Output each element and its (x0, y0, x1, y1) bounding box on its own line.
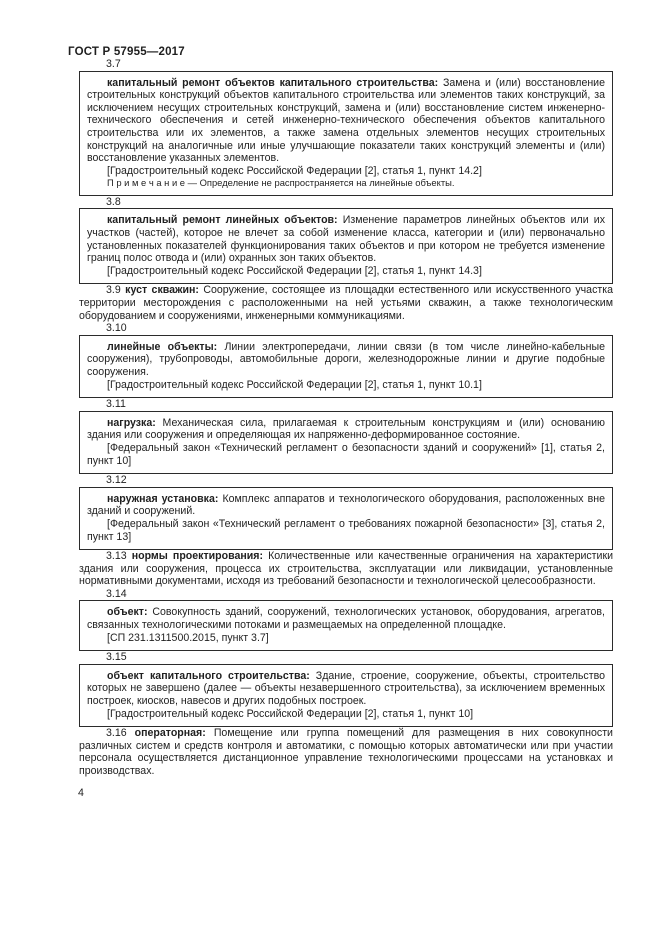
term-label: капитальный ремонт линейных объектов: (107, 214, 338, 227)
term-label: объект: (107, 606, 148, 619)
definition-paragraph (87, 493, 605, 518)
definition-box (79, 71, 613, 196)
definition-text: Сооружение, состоящее из площадки естественного или искусственного участка территории месторождения с расположенными на ней устьями скважин, а также технологическим оборудованием и сооружениями, инженерными коммуникациями. (79, 284, 613, 322)
definition-paragraph (87, 77, 605, 165)
source-citation: [Градостроительный кодекс Российской Федерации [2], статья 1, пункт 14.2] (107, 164, 482, 177)
source-citation: [СП 231.1311500.2015, пункт 3.7] (107, 631, 269, 644)
definition-paragraph (79, 550, 613, 588)
section-number: 3.12 (106, 474, 127, 487)
definition-paragraph (87, 606, 605, 631)
definition-paragraph (87, 341, 605, 379)
term-label: нормы проектирования: (131, 550, 263, 563)
definition-text: Совокупность зданий, сооружений, технологических установок, оборудования, агрегатов, связанных технологическими потоками и размещаемых на определенной площадке. (87, 606, 605, 632)
definition-box (79, 335, 613, 398)
definition-text: Механическая сила, прилагаемая к строительным конструкциям и (или) основанию здания или сооружения и определяющая их напряженно-деформированное состояние. (87, 416, 605, 442)
definition-box (79, 487, 613, 550)
term-label: нагрузка: (107, 416, 156, 429)
term-label: наружная установка: (107, 492, 219, 505)
term-label: капитальный ремонт объектов капитального строительства: (107, 76, 439, 89)
source-citation: [Федеральный закон «Технический регламент о безопасности зданий и сооружений» [1], статья 2, пункт 10] (87, 441, 605, 467)
page-header: ГОСТ Р 57955—2017 (68, 46, 185, 58)
definition-paragraph (87, 670, 605, 708)
section-number: 3.13 (106, 550, 127, 563)
term-label: куст скважин: (125, 284, 199, 297)
definition-text: Изменение параметров линейных объектов или их участков (частей), которое не влечет за собой изменение класса, категории и (или) первоначально установленных показателей функционирования таких объектов и при котором не требуется изменение границ полос отвода и (или) охранных зон таких объектов. (87, 214, 605, 265)
definition-text: Замена и (или) восстановление строительных конструкций объектов капитального строительства или элементов таких конструкций, за исключением несущих строительных конструкций, замена и (или) восстановление систем инженерно-технического обеспечения и сетей инженерно-технического обеспечения объектов капитального строительства или их элементов, а также замена отдельных элементов несущих строительных конструкций на аналогичные или иные улучшающие показатели таких конструкций элементы и (или) восстановление указанных элементов. (87, 76, 605, 165)
definition-text: Количественные или качественные ограничения на характеристики здания или сооружения, процесса их строительства, эксплуатации или ликвидации, установленные нормативными документами, исходя из требований безопасности и технологической целесообразности. (79, 550, 614, 588)
section-number: 3.14 (106, 587, 127, 600)
term-label: объект капитального строительства: (107, 669, 310, 682)
section-number: 3.16 (106, 727, 127, 740)
definition-paragraph (87, 417, 605, 442)
source-citation: [Федеральный закон «Технический регламент о требованиях пожарной безопасности» [3], статья 2, пункт 13] (87, 517, 605, 543)
term-label: операторная: (134, 727, 206, 740)
definition-box (79, 664, 613, 727)
source-citation: [Градостроительный кодекс Российской Федерации [2], статья 1, пункт 10.1] (107, 378, 482, 391)
definition-box (79, 208, 613, 284)
section-number: 3.8 (106, 195, 121, 208)
page-content (79, 58, 613, 778)
definition-paragraph (87, 214, 605, 264)
term-label: линейные объекты: (107, 340, 218, 353)
section-number: 3.11 (106, 398, 126, 411)
definition-paragraph (79, 727, 613, 777)
source-citation: [Градостроительный кодекс Российской Федерации [2], статья 1, пункт 10] (107, 707, 474, 720)
page-number: 4 (78, 786, 84, 799)
section-number: 3.9 (106, 284, 121, 297)
definition-text: Здание, строение, сооружение, объекты, строительство которых не завершено (далее — объекты незавершенного строительства), за исключением временных построек, киосков, навесов и других подобных построек. (87, 669, 605, 708)
note-text: П р и м е ч а н и е — Определение не распространяется на линейные объекты. (107, 177, 455, 189)
section-number: 3.15 (106, 651, 127, 664)
section-number: 3.10 (106, 322, 127, 335)
definition-text: Помещение или группа помещений для размещения в них совокупности различных систем и средств контроля и автоматики, с помощью которых автоматически или при участии персонала осуществляется дистанционное управление технологическими процессами на установках и производствах. (79, 727, 613, 777)
definition-text: Линии электропередачи, линии связи (в том числе линейно-кабельные сооружения), трубопроводы, автомобильные дороги, железнодорожные линии и другие подобные сооружения. (87, 340, 606, 378)
definition-text: Комплекс аппаратов и технологического оборудования, расположенных вне зданий и сооружений. (87, 492, 605, 518)
definition-box (79, 411, 613, 474)
section-number: 3.7 (106, 58, 121, 70)
definition-box (79, 600, 613, 651)
definition-paragraph (79, 284, 613, 322)
source-citation: [Градостроительный кодекс Российской Федерации [2], статья 1, пункт 14.3] (107, 264, 482, 277)
